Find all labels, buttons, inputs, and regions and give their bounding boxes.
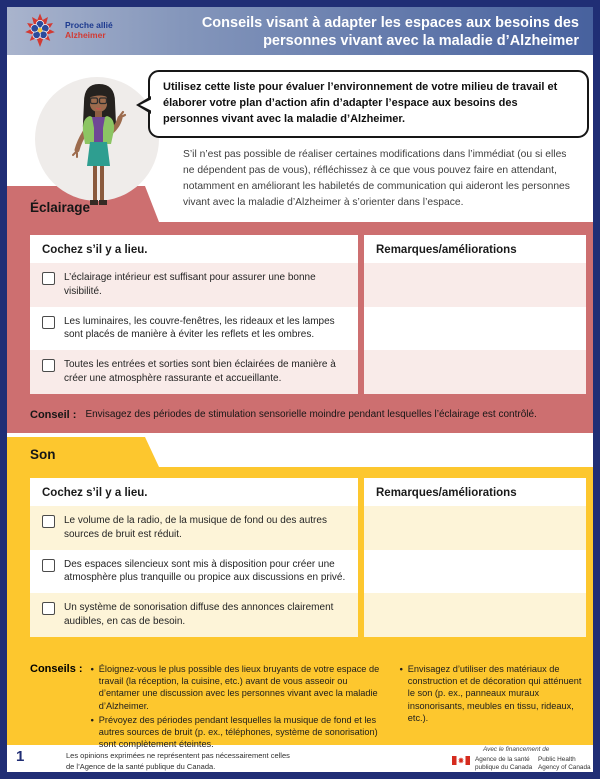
page-number: 1 [16,748,25,765]
tip-bullet [91,663,386,712]
logo-line1: Proche allié [65,20,113,31]
logo-text [65,21,113,41]
eclairage-tip [30,408,578,423]
header-band [7,7,593,55]
maple-flower-logo-icon [21,12,59,50]
logo [21,12,113,50]
tip-text: Envisagez d’utiliser des matériaux de construction et de décoration qui atténuent le son (p. ex., panneaux muraux insonorisants, meubles en tissu, rideaux, etc.). [407,664,582,723]
canada-flag-icon [452,756,470,765]
remarks-cell[interactable] [364,550,586,594]
tips-column-2 [400,663,582,753]
checkbox[interactable] [42,602,55,615]
section-eclairage [7,186,593,433]
checklist-row [30,263,358,307]
intro-paragraph: S’il n’est pas possible de réaliser certaines modifications dans l’immédiat (ou si elles ne dépendent pas de vous), réfléchissez à ce que vous pouvez faire en attendant, notamment en améliorant les habiletés de communication qui aideront les personnes vivant avec la maladie d’Alzheimer à s’orienter dans l’espace. [183,149,570,208]
tips-column-1 [91,663,386,753]
tip-text: Éloignez-vous le plus possible des lieux bruyants de votre espace de travail (la réception, la cuisine, etc.) avant de vous asseoir ou d’entamer une discussion avec les personnes vivant avec la maladie d’Alzheimer. [98,664,380,711]
checklist-row [30,506,358,550]
tip-text: Envisagez des périodes de stimulation sensorielle moindre pendant lesquelles l’éclairage est contrôlé. [85,409,537,420]
checklist-row [30,550,358,594]
government-attribution [452,756,594,773]
tip-bullet [91,714,386,751]
section-eclairage-label: Éclairage [30,200,91,215]
check-column-header: Cochez s’il y a lieu. [30,235,358,263]
remarks-cell[interactable] [364,593,586,637]
avatar-illustration [54,80,142,214]
checklist-item-text: Des espaces silencieux sont mis à disposition pour créer une atmosphère plus tranquille ou propice aux discussions en privé. [64,558,346,584]
checkbox[interactable] [42,515,55,528]
checkbox[interactable] [42,272,55,285]
son-tips [30,663,586,753]
bullet-dot: • [399,664,403,674]
remarks-column-header: Remarques/améliorations [364,235,586,263]
remarks-cell[interactable] [364,263,586,307]
tip-label: Conseil : [30,409,77,421]
bullet-dot: • [90,714,94,725]
section-tab-cutout [145,437,593,467]
remarks-column-header: Remarques/améliorations [364,478,586,506]
speech-bubble-tail-fill [140,99,152,111]
bullet-dot: • [90,664,94,674]
checklist-row [30,593,358,637]
funding-label: Avec le financement de [483,746,550,753]
section-son-label: Son [30,447,56,462]
tip-text: Prévoyez des périodes pendant lesquelles la musique de fond et les autres sources de bruit (p. ex., téléphones, système de sonorisation) sont complètement éteintes. [98,714,378,750]
remarks-cell[interactable] [364,307,586,351]
page-title: Conseils visant à adapter les espaces aux besoins des personnes vivant avec la maladie d’Alzheimer [201,15,579,50]
agency-name-fr: Agence de la santé publique du Canada [475,756,533,772]
checkbox[interactable] [42,359,55,372]
logo-line2: Alzheimer [65,30,106,40]
speech-bubble [148,70,589,138]
checklist-item-text: Les luminaires, les couvre-fenêtres, les rideaux et les lampes sont placés de manière à éviter les reflets et les ombres. [64,315,335,341]
son-checklist-table [30,478,586,637]
checkbox[interactable] [42,316,55,329]
checklist-row [30,307,358,351]
checklist-item-text: Un système de sonorisation diffuse des annonces clairement audibles, en cas de besoin. [64,602,334,627]
check-column-header: Cochez s’il y a lieu. [30,478,358,506]
speech-bubble-text: Utilisez cette liste pour évaluer l’environnement de votre milieu de travail et élaborer votre plan d’action afin d’adapter l’espace aux besoins des personnes vivant avec la maladie d’Alzheimer. [163,81,558,125]
checklist-item-text: Le volume de la radio, de la musique de fond ou des autres sources de bruit est réduit. [64,515,327,540]
remarks-cell[interactable] [364,350,586,394]
checklist-item-text: Toutes les entrées et sorties sont bien éclairées de manière à créer une atmosphère rassurante et accueillante. [64,359,336,384]
checkbox[interactable] [42,559,55,572]
eclairage-checklist-table [30,235,586,394]
footer-disclaimer: Les opinions exprimées ne représentent pas nécessairement celles de l’Agence de la santé publique du Canada. [66,751,290,772]
tips-label: Conseils : [30,663,83,675]
checklist-row [30,350,358,394]
checklist-item-text: L’éclairage intérieur est suffisant pour assurer une bonne visibilité. [64,272,316,297]
agency-name-en: Public Health Agency of Canada [538,756,591,772]
tip-bullet [400,663,582,724]
remarks-cell[interactable] [364,506,586,550]
